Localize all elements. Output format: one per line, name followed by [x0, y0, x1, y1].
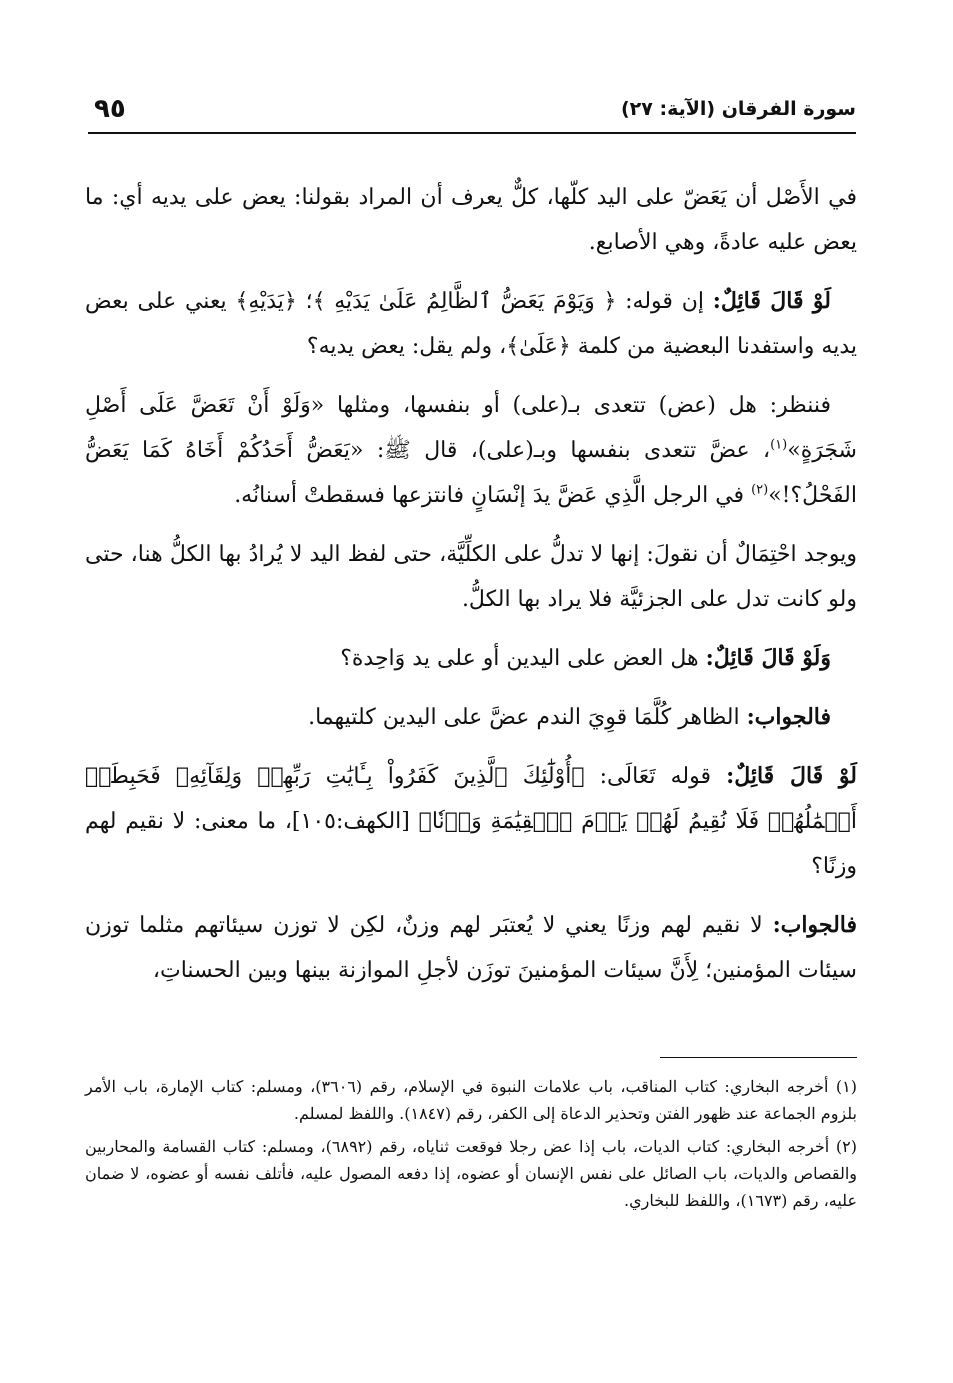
paragraph-lead: لَوْ قَالَ قَائِلٌ:: [712, 288, 831, 314]
main-text: [85, 175, 857, 1007]
paragraph-lead: وَلَوْ قَالَ قَائِلٌ:: [705, 645, 831, 671]
paragraph-7: [85, 754, 857, 889]
paragraph-text: الظاهر كُلَّمَا قوِيَ الندم عضَّ على اليدين كلتيهما.: [308, 705, 747, 730]
footnote-separator: [660, 1057, 857, 1058]
paragraph-text-part-c: في الرجل الَّذِي عَضَّ يدَ إنْسَانٍ فانتزعها فسقطتْ أسنانُه.: [234, 483, 752, 508]
footnote-2: (٢) أخرجه البخاري: كتاب الديات، باب إذا عض رجلا فوقعت ثناياه، رقم (٦٨٩٢)، ومسلم: كتاب القسامة والمحاربين والقصاص والديات، باب الصائل على نفس الإنسان أو عضوه، إذا دفعه المصول عليه، فأتلف نفسه أو عضوه، لا ضمان عليه، رقم (١٦٧٣)، واللفظ للبخاري.: [85, 1137, 858, 1210]
footnote-ref-1[interactable]: (١): [770, 437, 788, 453]
running-title: سورة الفرقان (الآية: ٢٧): [620, 98, 856, 120]
paragraph-5: [85, 636, 857, 681]
paragraph-lead: فالجواب:: [746, 704, 831, 730]
paragraph-4: [85, 532, 857, 622]
paragraph-text: لا نقيم لهم وزنًا يعني لا يُعتبَر لهم وزنٌ، لكِن لا توزن سيئاتهم مثلما توزن سيئات المؤمنين؛ لِأَنَّ سيئات المؤمنينَ توزَن لأجلِ الموازنة بينها وبين الحسناتِ،: [85, 913, 857, 983]
paragraph-lead: لَوْ قَالَ قَائِلٌ:: [726, 763, 857, 789]
paragraph-text: قوله تَعَالَى: ﴿أُوْلَٰٓئِكَ ٱلَّذِينَ كَفَرُواْ بِـَٔايَٰتِ رَبِّهِمۡ وَلِقَآئِهِۦ فَحَبِطَتۡ أَعۡمَٰلُهُمۡ فَلَا نُقِيمُ لَهُمۡ يَوۡمَ ٱلۡقِيَٰمَةِ وَزۡنٗا﴾ [الكهف:١٠٥]، ما معنى: لا نقيم لهم وزنًا؟: [85, 764, 857, 879]
paragraph-text: ويوجد احْتِمَالٌ أن نقولَ: إنها لا تدلُّ على الكلِّيَّة، حتى لفظ اليد لا يُرادُ بها الكلُّ هنا، حتى ولو كانت تدل على الجزئيَّة فلا يراد بها الكلُّ.: [85, 542, 857, 612]
paragraph-6: [85, 695, 857, 740]
paragraph-text: هل العض على اليدين أو على يد وَاحِدة؟: [340, 646, 706, 671]
paragraph-text: في الأَصْل أن يَعَضّ على اليد كلّها، كلٌّ يعرف أن المراد بقولنا: يعض على يديه أي: ما يعض عليه عادةً، وهي الأصابع.: [85, 185, 857, 255]
page-header: [88, 92, 856, 134]
paragraph-text-part-b: ، عضَّ تتعدى بنفسها وبـ(على)، قال ﷺ: «يَعَضُّ أَحَدُكُمْ أَخَاهُ كَمَا يَعَضُّ الفَحْلُ؟!»: [85, 438, 857, 508]
page-number: ٩٥: [94, 94, 126, 124]
paragraph-text-part-a: فننظر: هل (عض) تتعدى بـ(على) أو بنفسها، ومثلها «وَلَوْ أَنْ تَعَضَّ عَلَى أَصْلِ شَجَرَةٍ»: [85, 393, 857, 463]
paragraph-8: [85, 903, 857, 993]
footnote-1: (١) أخرجه البخاري: كتاب المناقب، باب علامات النبوة في الإسلام، رقم (٣٦٠٦)، ومسلم: كتاب الإمارة، باب الأمر بلزوم الجماعة عند ظهور الفتن وتحذير الدعاة إلى الكفر، رقم (١٨٤٧). واللفظ لمسلم.: [85, 1077, 858, 1123]
paragraph-lead: فالجواب:: [772, 912, 857, 938]
paragraph-1: [85, 175, 857, 265]
footnote-ref-2[interactable]: (٢): [751, 482, 769, 498]
paragraph-3: [85, 383, 857, 518]
paragraph-text: إن قوله: ﴿ وَيَوْمَ يَعَضُّ ٱلظَّالِمُ عَلَىٰ يَدَيْهِ ﴾؛ ﴿يَدَيْهِ﴾ يعني على بعض يديه واستفدنا البعضية من كلمة ﴿عَلَىٰ﴾، ولم يقل: يعض يديه؟: [85, 289, 857, 359]
paragraph-2: [85, 279, 857, 369]
footnotes: [85, 1073, 857, 1220]
